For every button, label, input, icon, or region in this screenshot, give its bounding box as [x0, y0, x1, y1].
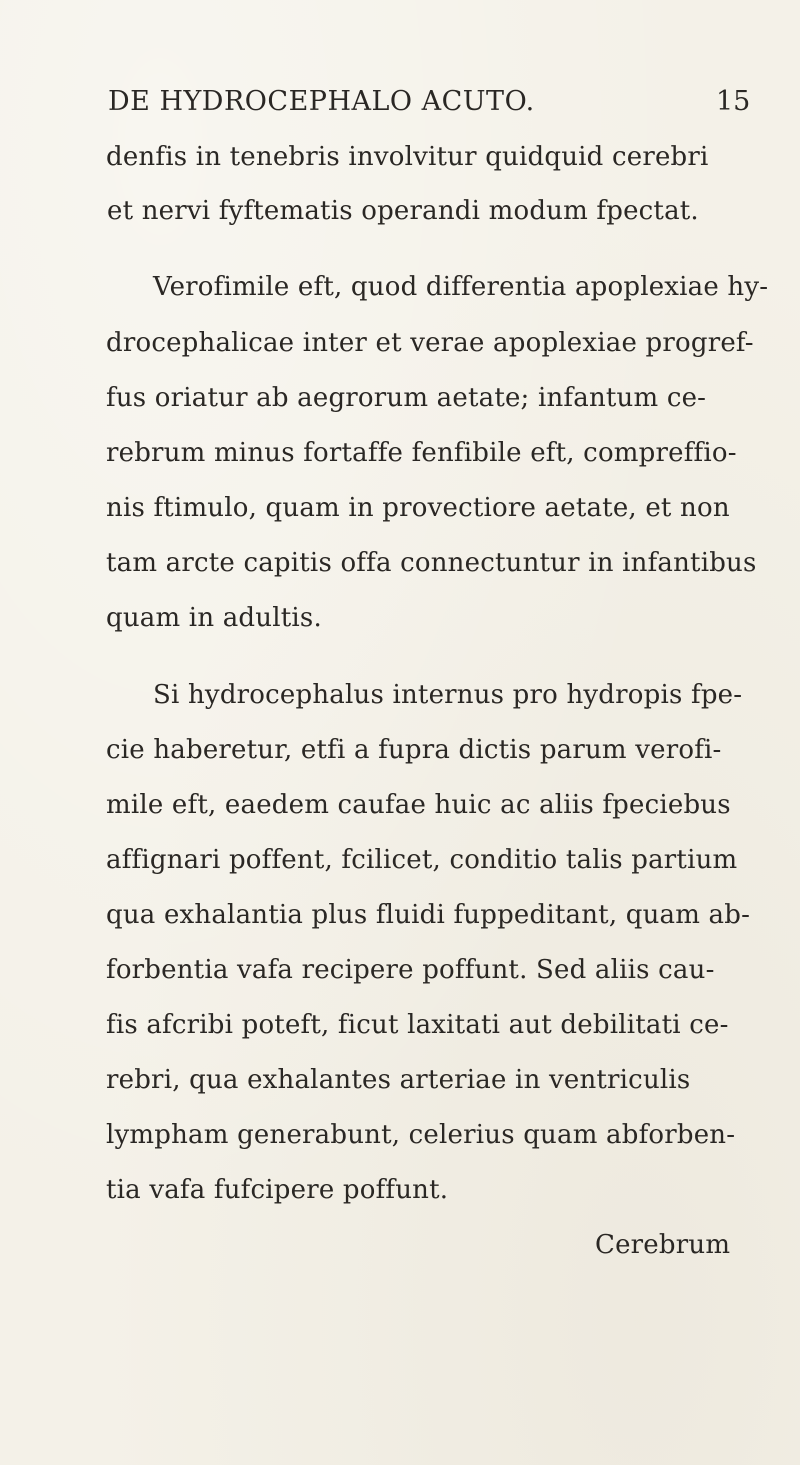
text-line: fis afcribi poteft, ficut laxitati aut debilitati ce-: [106, 1010, 729, 1040]
text-line: forbentia vafa recipere poffunt. Sed aliis cau-: [106, 955, 715, 985]
catchword: Cerebrum: [595, 1230, 731, 1260]
text-line: Verofimile eft, quod differentia apoplexiae hy-: [153, 272, 769, 302]
text-line: fus oriatur ab aegrorum aetate; infantum ce-: [106, 383, 707, 413]
text-line: tam arcte capitis offa connectuntur in infantibus: [106, 548, 757, 578]
text-line: mile eft, eaedem caufae huic ac aliis fpeciebus: [106, 790, 731, 820]
text-line: denfis in tenebris involvitur quidquid cerebri: [106, 142, 709, 172]
text-line: drocephalicae inter et verae apoplexiae progref-: [106, 328, 754, 358]
text-line: rebrum minus fortaffe fenfibile eft, compreffio-: [106, 438, 737, 468]
text-line: nis ftimulo, quam in provectiore aetate, et non: [106, 493, 730, 523]
text-line: quam in adultis.: [106, 603, 322, 633]
text-line: lympham generabunt, celerius quam abforben-: [106, 1120, 736, 1150]
running-header: DE HYDROCEPHALO ACUTO.: [108, 86, 535, 117]
page-number: 15: [716, 86, 751, 117]
text-line: rebri, qua exhalantes arteriae in ventriculis: [106, 1065, 691, 1095]
text-line: et nervi fyftematis operandi modum fpectat.: [107, 196, 699, 226]
text-line: affignari poffent, fcilicet, conditio talis partium: [106, 845, 738, 875]
text-line: Si hydrocephalus internus pro hydropis fpe-: [153, 680, 743, 710]
text-line: tia vafa fufcipere poffunt.: [106, 1175, 449, 1205]
text-line: cie haberetur, etfi a fupra dictis parum verofi-: [106, 735, 722, 765]
text-line: qua exhalantia plus fluidi fuppeditant, quam ab-: [106, 900, 751, 930]
